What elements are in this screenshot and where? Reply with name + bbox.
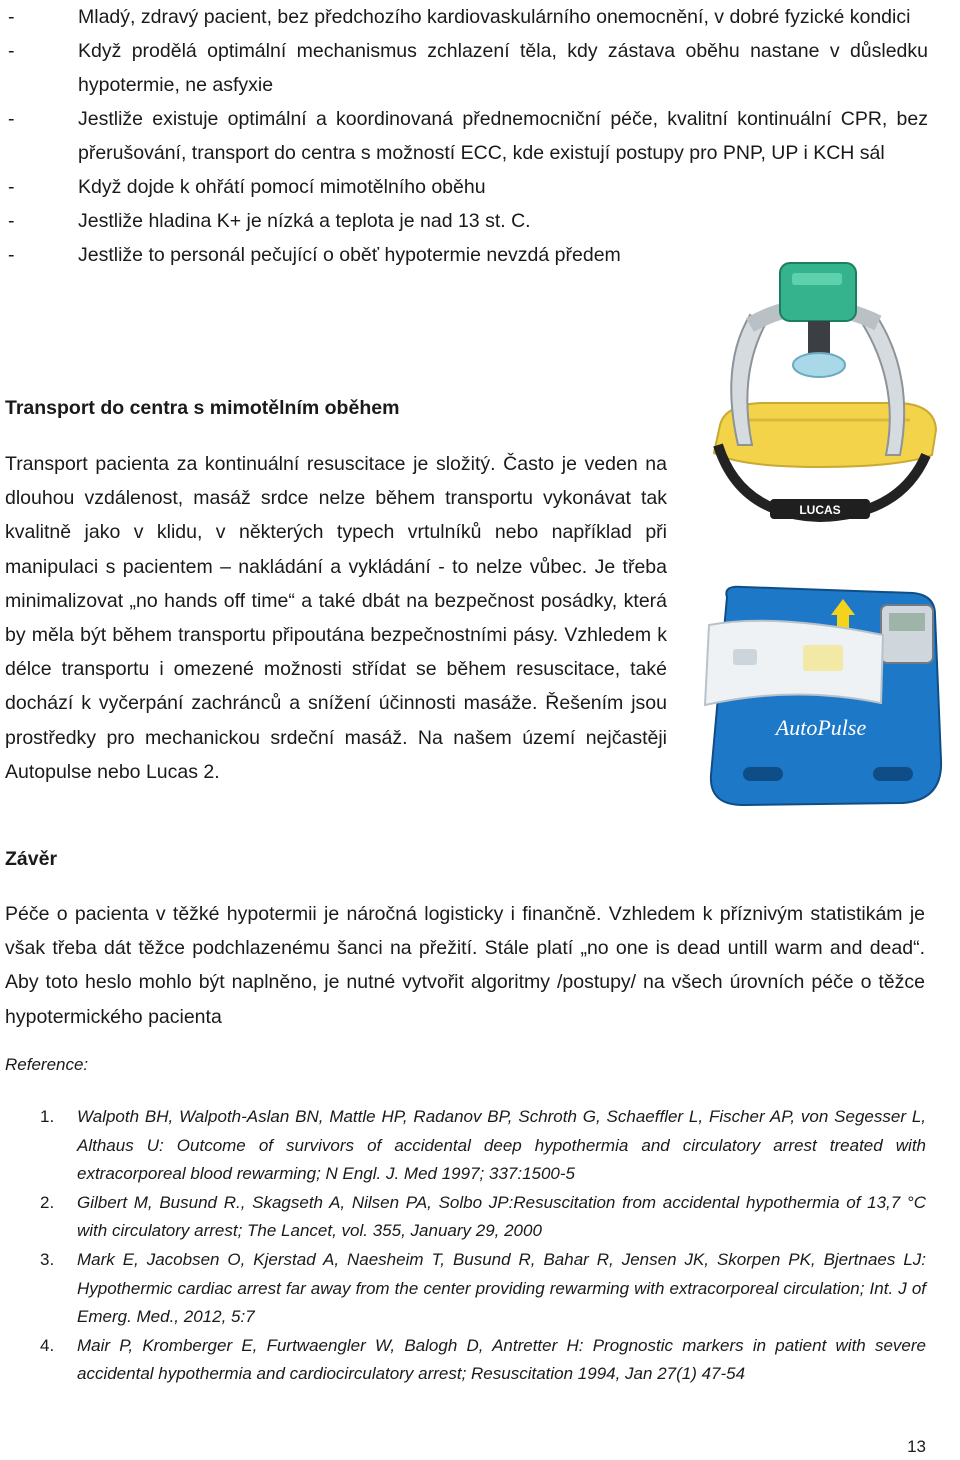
autopulse-device-image (703, 585, 945, 807)
list-item-text: Když prodělá optimální mechanismus zchlazení těla, kdy zástava oběhu nastane v důsledku hypotermie, ne asfyxie (78, 40, 928, 96)
reference-text: Mark E, Jacobsen O, Kjerstad A, Naesheim T, Busund R, Bahar R, Jensen JK, Skorpen PK, Bjertnaes LJ: Hypothermic cardiac arrest far away from the center providing rewarming with extracorporeal circulation; Int. J of Emerg. Med., 2012, 5:7 (77, 1249, 926, 1327)
lucas-device-image (700, 255, 940, 545)
transport-paragraph: Transport pacienta za kontinuální resuscitace je složitý. Často je veden na dlouhou vzdálenost, masáž srdce nelze během transportu vykonávat tak kvalitně jako v klidu, v některých typech vrtulníků nebo například při manipulaci s pacientem – nakládání a vykládání - to nelze vůbec. Je třeba minimalizovat „no hands off time“ a také dbát na bezpečnost posádky, která by měla být během transportu připoutána bezpečnostními pásy. Vzhledem k délce transportu i omezené možnosti střídat se během resuscitace, také dochází k vyčerpání zachránců a snížení účinnosti masáže. Řešením jsou prostředky pro mechanickou srdeční masáž. Na našem území nejčastěji Autopulse nebo Lucas 2. (5, 453, 667, 783)
list-item-text: Jestliže hladina K+ je nízká a teplota je nad 13 st. C. (78, 210, 531, 232)
references-list (40, 1103, 926, 1389)
list-item-text: Když dojde k ohřátí pomocí mimotělního oběhu (78, 176, 486, 198)
list-item-text: Jestliže existuje optimální a koordinovaná přednemocniční péče, kvalitní kontinuální CPR, bez přerušování, transport do centra s možností ECC, kde existují postupy pro PNP, UP i KCH sál (78, 108, 928, 164)
list-item: - Jestliže hladina K+ je nízká a teplota je nad 13 st. C. (8, 210, 531, 232)
reference-item: 3. Mark E, Jacobsen O, Kjerstad A, Naesheim T, Busund R, Bahar R, Jensen JK, Skorpen PK, Bjertnaes LJ: Hypothermic cardiac arrest far away from the center providing rewarming with extracorporeal circulation; Int. J of Emerg. Med., 2012, 5:7 (40, 1249, 926, 1327)
page-number: 13 (907, 1437, 926, 1456)
list-item: - Jestliže existuje optimální a koordinovaná přednemocniční péče, kvalitní kontinuální CPR, bez přerušování, transport do centra s možností ECC, kde existují postupy pro PNP, UP i KCH sál (8, 108, 928, 164)
reference-item: 2. Gilbert M, Busund R., Skagseth A, Nilsen PA, Solbo JP:Resuscitation from accidental hypothermia of 13,7 °C with circulatory arrest; The Lancet, vol. 355, January 29, 2000 (40, 1192, 926, 1241)
reference-text: Gilbert M, Busund R., Skagseth A, Nilsen PA, Solbo JP:Resuscitation from accidental hypothermia of 13,7 °C with circulatory arrest; The Lancet, vol. 355, January 29, 2000 (77, 1192, 926, 1241)
reference-text: Mair P, Kromberger E, Furtwaengler W, Balogh D, Antretter H: Prognostic markers in patient with severe accidental hypothermia and cardiocirculatory arrest; Resuscitation 1994, Jan 27(1) 47-54 (77, 1335, 926, 1384)
list-item: - Když prodělá optimální mechanismus zchlazení těla, kdy zástava oběhu nastane v důsledku hypotermie, ne asfyxie (8, 40, 928, 96)
list-item: - Jestliže to personál pečující o oběť hypotermie nevzdá předem (8, 244, 621, 266)
section-heading-zaver: Závěr (5, 848, 58, 870)
list-item: - Mladý, zdravý pacient, bez předchozího kardiovaskulárního onemocnění, v dobré fyzické kondici (8, 6, 911, 28)
references-label: Reference: (5, 1055, 89, 1074)
reference-item: 4. Mair P, Kromberger E, Furtwaengler W, Balogh D, Antretter H: Prognostic markers in patient with severe accidental hypothermia and cardiocirculatory arrest; Resuscitation 1994, Jan 27(1) 47-54 (40, 1335, 926, 1384)
autopulse-logo-text: AutoPulse (775, 715, 867, 740)
lucas-logo-text: LUCAS (799, 503, 841, 517)
section-heading-transport: Transport do centra s mimotělním oběhem (5, 397, 400, 419)
reference-text: Walpoth BH, Walpoth-Aslan BN, Mattle HP, Radanov BP, Schroth G, Schaeffler L, Fischer AP, von Segesser L, Althaus U: Outcome of survivors of accidental deep hypothermia and circulatory arrest treated with extracorporeal blood rewarming; N Engl. J. Med 1997; 337:1500-5 (77, 1107, 926, 1184)
zaver-paragraph: Péče o pacienta v těžké hypotermii je náročná logisticky i finančně. Vzhledem k příznivým statistikám je však třeba dát těžce podchlazenému šanci na přežití. Stále platí „no one is dead untill warm and dead“. Aby toto heslo mohlo být naplněno, je nutné vytvořit algoritmy /postupy/ na všech úrovních péče o těžce hypotermického pacienta (5, 903, 925, 1028)
list-item: - Když dojde k ohřátí pomocí mimotělního oběhu (8, 176, 486, 198)
bullet-list (8, 0, 928, 272)
reference-item: 1. Walpoth BH, Walpoth-Aslan BN, Mattle HP, Radanov BP, Schroth G, Schaeffler L, Fischer AP, von Segesser L, Althaus U: Outcome of survivors of accidental deep hypothermia and circulatory arrest treated with extracorporeal blood rewarming; N Engl. J. Med 1997; 337:1500-5 (40, 1107, 926, 1184)
list-item-text: Jestliže to personál pečující o oběť hypotermie nevzdá předem (78, 244, 621, 266)
list-item-text: Mladý, zdravý pacient, bez předchozího kardiovaskulárního onemocnění, v dobré fyzické kondici (78, 6, 911, 28)
